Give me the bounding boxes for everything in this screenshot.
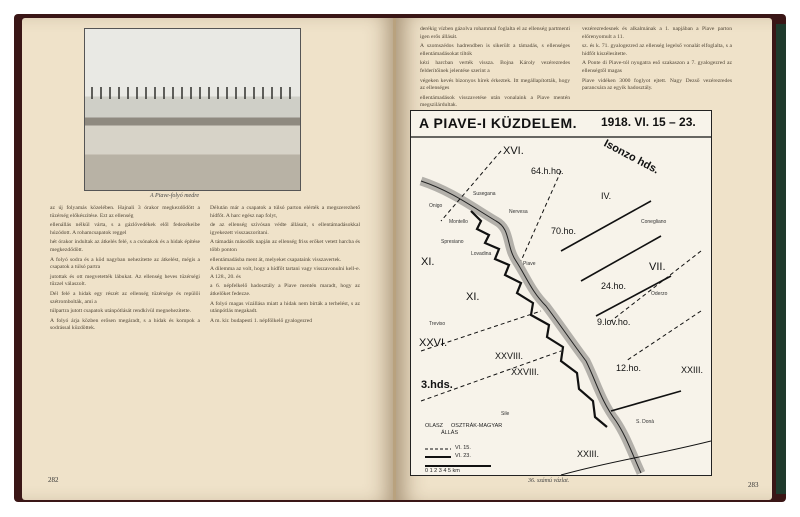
- place-label: Sile: [501, 411, 510, 417]
- paragraph: A folyó magas vízállása miatt a hidak nem bírták a terhelést, s az utánpótlás megakadt.: [210, 300, 360, 315]
- place-label: Onigo: [429, 203, 443, 209]
- paragraph: A támadás második napján az ellenség friss erőket vetett harcba és több ponton: [210, 239, 360, 253]
- sector-boundary: [626, 311, 701, 361]
- right-column-2: [582, 26, 732, 95]
- advance-arrow: [581, 236, 661, 281]
- book-spine-edge: [776, 24, 786, 494]
- paragraph: ellentámadások visszavetése után vonalaink a Piave mentén megszilárdultak.: [420, 94, 570, 109]
- place-label: Lovadina: [471, 251, 492, 257]
- place-label: Susegana: [473, 191, 496, 197]
- map-label: 64.h.ho.: [531, 166, 564, 176]
- paragraph: A dilemma az volt, hogy a hídfőt tartani vagy visszavonulni kell-e. A 128., 20. és: [210, 266, 360, 280]
- paragraph: jutottak és ott megvetették lábukat. Az ellenség heves tüzérségi tűzzel válaszolt.: [50, 273, 200, 288]
- map-label: XXIII.: [577, 449, 600, 459]
- front-line: [471, 211, 607, 427]
- map-label: IV.: [601, 191, 612, 201]
- paragraph: derékig vízben gázolva rohammal foglalta el az ellenség partmenti igen erős állását.: [420, 26, 570, 40]
- map-label: Isonzo hds.: [601, 137, 661, 177]
- paragraph: A folyó sodra és a köd nagyban nehezítette az átkelést, mégis a csapatok a túlsó partra: [50, 256, 200, 271]
- place-label: Oderzo: [651, 291, 668, 297]
- map-caption: 36. számú vázlat.: [528, 478, 570, 484]
- paragraph: A folyó árja közben erősen megáradt, s a hidak és kompok a sodrással küzdöttek.: [50, 317, 200, 332]
- place-label: Spresiano: [441, 239, 464, 245]
- left-column-2: [210, 205, 360, 327]
- place-label: Conegliano: [641, 219, 667, 225]
- legend-allas: ÁLLÁS: [441, 430, 459, 436]
- legend-osztrak-magyar: OSZTRÁK-MAGYAR: [451, 423, 503, 429]
- page-number-left: 282: [48, 476, 59, 484]
- map-label: XXVI.: [419, 337, 448, 349]
- legend-scale: 0 1 2 3 4 5 km: [425, 468, 460, 474]
- map-label: 70.ho.: [551, 226, 577, 236]
- map-label: VII.: [649, 261, 666, 273]
- paragraph: végeken kevés bizonyos hírek érkeztek. Itt megállapították, hogy az ellenséges: [420, 77, 570, 92]
- legend-date-2: VI. 23.: [455, 453, 471, 459]
- advance-arrow: [611, 391, 681, 411]
- map-label: XXVIII.: [511, 367, 540, 377]
- place-label: S. Donà: [636, 419, 655, 425]
- legend-date-1: VI. 15.: [455, 445, 471, 451]
- map-label: 3.hds.: [421, 379, 453, 391]
- paragraph: kézi harcban verték vissza. Bojna Károly vezérezredes felderítőinek jelentése szerint a: [420, 60, 570, 74]
- map-date: 1918. VI. 15 – 23.: [601, 115, 696, 129]
- paragraph: Délután már a csapatok a túlsó parton elérték a megszerezhető hídfőt. A harc egész nap folyt,: [210, 205, 360, 219]
- paragraph: az új folyamás közelében. Hajnali 3 órakor megkezdődött a tüzérség előkészítése. Ezt az ellenség: [50, 205, 200, 219]
- place-label: Montello: [449, 219, 468, 225]
- map-label: XXIII.: [681, 365, 704, 375]
- paragraph: A Ponte di Piave-tól nyugatra eső szakaszon a 7. gyalogezred az ellenségtől magas: [582, 60, 732, 74]
- page-number-right: 283: [748, 481, 759, 489]
- paragraph: túlpartra jutott csapatok utánpótlását rendkívül megnehezítette.: [50, 308, 192, 315]
- right-column-1: [420, 26, 570, 112]
- legend-olasz: OLASZ: [425, 423, 444, 429]
- place-label: Piave: [523, 261, 536, 267]
- paragraph: a 6. népfelkelő hadosztály a Piave mentén maradt, hogy az átkelőket fedezze.: [210, 283, 360, 297]
- place-label: Nervesa: [509, 209, 528, 215]
- river-photo: [84, 28, 301, 191]
- paragraph: de az ellenség szívósan védte állásait, s ellentámadásokkal igyekezett visszaszorítani.: [210, 222, 360, 236]
- map-label: XVI.: [503, 145, 524, 157]
- paragraph: Piave vidéken 3000 foglyot ejtett. Nagy Dezső vezérezredes parancsára az egyik hadosztály.: [582, 77, 732, 92]
- photo-caption: A Piave-folyó medre: [150, 193, 199, 199]
- piave-battle-map: [410, 110, 712, 476]
- paragraph: sz. és k. 71. gyalogezred az ellenség legelső vonalát elfoglalta, s a hídfőt kiszélesítette.: [582, 43, 732, 57]
- map-label: 12.ho.: [616, 363, 642, 373]
- paragraph: hét órakor indultak az átkelés felé, s a csónakok és a hidak építése megkezdődött.: [50, 239, 200, 253]
- map-label: XI.: [421, 256, 435, 268]
- paragraph: A szomszédos hadrendben is sikerült a támadás, s ellenséges ellentámadásokat tiltók: [420, 43, 570, 57]
- sector-boundary: [421, 351, 561, 401]
- map-label: 9.lov.ho.: [597, 317, 631, 327]
- left-column-1: [50, 205, 200, 335]
- map-label: XI.: [466, 291, 480, 303]
- paragraph: Dél felé a hidak egy részét az ellenség tüzérsége és repülői szétrombolták, ami a: [50, 290, 200, 305]
- paragraph: vezérezredesnek és alkalmának a 1. napjában a Piave parton előrenyomult a 11.: [582, 26, 732, 40]
- sector-boundary: [521, 171, 561, 261]
- map-label: 24.ho.: [601, 281, 627, 291]
- paragraph: ellentámadásba ment át, melyeket csapataink visszavertek.: [210, 256, 342, 263]
- paragraph: A m. kir. budapesti 1. népfölkelő gyalogezred: [210, 317, 313, 324]
- place-label: Treviso: [429, 321, 446, 327]
- tree-line: [91, 87, 294, 99]
- map-label: XXVIII.: [495, 351, 524, 361]
- paragraph: ellenállás nélkül várta, s a gázlövedékek elől fedezékeibe húzódott. A rohamcsapatok reggel: [50, 222, 200, 236]
- map-title: A PIAVE-I KÜZDELEM.: [419, 115, 578, 131]
